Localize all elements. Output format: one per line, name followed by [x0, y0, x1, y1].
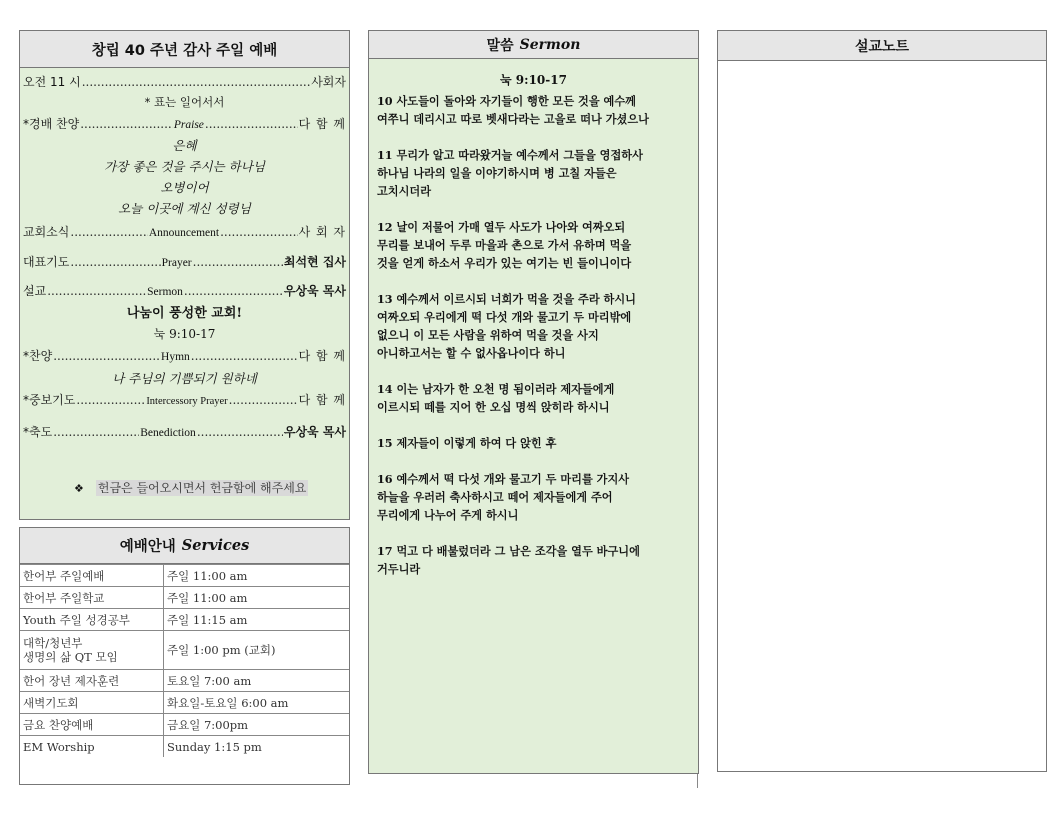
- service-row: [20, 692, 349, 714]
- sermon-panel-title: [369, 31, 698, 59]
- verse-paragraph: 16 예수께서 떡 다섯 개와 물고기 두 마리를 가지사 하늘을 우러러 축사하시고 떼어 제자들에게 주어 무리에게 나누어 주게 하시니: [377, 472, 630, 522]
- song-3: 오병이어: [160, 180, 209, 195]
- service-row: [20, 714, 349, 736]
- verse-paragraph: 10 사도들이 돌아와 자기들이 행한 모든 것을 예수께 여쭈니 데리시고 따로 벳새다라는 고을로 떠나 가셨으나: [377, 94, 649, 126]
- announcement-leader: 사 회 자: [298, 225, 346, 239]
- service-name: 한어 장년 제자훈련: [20, 670, 164, 692]
- service-time: 주일 11:00 am: [164, 587, 350, 609]
- service-time-row: [23, 73, 346, 91]
- leader-dots: [205, 117, 298, 131]
- service-row: [20, 670, 349, 692]
- hymn-label: *찬양: [23, 349, 53, 363]
- leader-dots: [191, 349, 298, 363]
- hymn-english: Hymn: [161, 351, 190, 363]
- sermon-panel-title-korean: 말씀: [486, 37, 514, 54]
- sermon-english: Sermon: [147, 286, 183, 298]
- service-time: 토요일 7:00 am: [164, 670, 350, 692]
- announcement-row: [23, 223, 346, 241]
- service-row: [20, 565, 349, 587]
- verse-paragraph: 15 제자들이 이렇게 하여 다 앉힌 후: [377, 436, 557, 450]
- leader-dots: [229, 393, 298, 407]
- intercessory-english: Intercessory Prayer: [146, 396, 228, 407]
- worship-title: 창립 40 주년 감사 주일 예배: [20, 31, 349, 68]
- sermon-panel-title-english: Sermon: [519, 36, 581, 53]
- verse-paragraph: 11 무리가 알고 따라왔거늘 예수께서 그들을 영접하사 하나님 나라의 일을 이야기하시며 병 고칠 자들은 고치시더라: [377, 148, 643, 198]
- praise-label: *경배 찬양: [23, 117, 80, 131]
- praise-leader: 다 함 께: [298, 117, 346, 131]
- service-name: 대학/청년부 생명의 삶 QT 모임: [20, 631, 164, 670]
- service-time: 주일 11:00 am: [164, 565, 350, 587]
- song-4: 오늘 이곳에 계신 성령님: [118, 201, 251, 216]
- prayer-label: 대표기도: [23, 255, 70, 269]
- service-time: 오전 11 시: [23, 75, 81, 89]
- intercessory-leader: 다 함 께: [298, 393, 346, 407]
- leader-dots: [76, 393, 145, 407]
- sermon-label: 설교: [23, 284, 47, 298]
- verse-paragraph: 12 날이 저물어 가매 열두 사도가 나아와 여짜오되 무리를 보내어 두루 마을과 촌으로 가서 유하며 먹을 것을 얻게 하소서 우리가 있는 여기는 빈 들이니이다: [377, 220, 632, 270]
- leader-dots: [70, 225, 147, 239]
- sermon-scripture-ref: 눅 9:10-17: [153, 327, 216, 341]
- leader-dots: [197, 425, 283, 439]
- verse-paragraph: 13 예수께서 이르시되 너희가 먹을 것을 주라 하시니 여짜오되 우리에게 떡 다섯 개와 물고기 두 마리밖에 없으니 이 모든 사람을 위하여 먹을 것을 사지 아니하고서는 할 수 없사옵나이다 하니: [377, 292, 636, 360]
- hymn-row: [23, 347, 346, 365]
- sermon-row: [23, 282, 346, 300]
- song-1: 은혜: [172, 138, 197, 153]
- presider-label: 사회자: [311, 75, 346, 89]
- service-name: 한어부 주일학교: [20, 587, 164, 609]
- leader-dots: [184, 284, 283, 298]
- benediction-english: Benediction: [140, 427, 196, 439]
- benediction-leader: 우상욱 목사: [283, 425, 346, 439]
- leader-dots: [53, 425, 139, 439]
- column-divider: [697, 774, 698, 788]
- service-name: 새벽기도회: [20, 692, 164, 714]
- services-title-english: Services: [181, 537, 250, 554]
- service-row: [20, 609, 349, 631]
- service-time: Sunday 1:15 pm: [164, 736, 350, 758]
- order-of-worship-panel: [19, 30, 350, 520]
- hymn-song: 나 주님의 기쁨되기 원하네: [112, 371, 257, 386]
- benediction-label: *축도: [23, 425, 53, 439]
- service-row: [20, 736, 349, 758]
- verse-paragraph: 14 이는 남자가 한 오천 명 됨이러라 제자들에게 이르시되 떼를 지어 한 오십 명씩 앉히라 하시니: [377, 382, 615, 414]
- hymn-leader: 다 함 께: [298, 349, 346, 363]
- prayer-english: Prayer: [161, 257, 192, 269]
- service-row: [20, 631, 349, 670]
- announcement-english: Announcement: [148, 227, 220, 239]
- intercessory-row: [23, 391, 346, 409]
- sermon-panel: [368, 30, 699, 774]
- praise-english: Praise: [173, 119, 204, 131]
- leader-dots: [193, 255, 283, 269]
- scripture-verses: [369, 92, 698, 578]
- stand-note: * 표는 일어서서: [144, 95, 225, 109]
- sermon-notes-panel[interactable]: [717, 30, 1047, 772]
- service-name: 한어부 주일예배: [20, 565, 164, 587]
- sermon-preacher: 우상욱 목사: [283, 284, 346, 298]
- services-title: [20, 528, 349, 564]
- leader-dots: [70, 255, 160, 269]
- scripture-reference: 눅 9:10-17: [500, 73, 567, 87]
- service-name: 금요 찬양예배: [20, 714, 164, 736]
- service-time: 주일 11:15 am: [164, 609, 350, 631]
- intercessory-label: *중보기도: [23, 393, 76, 407]
- services-title-korean: 예배안내: [119, 539, 176, 555]
- offering-note-text: 헌금은 들어오시면서 헌금함에 해주세요: [97, 481, 307, 495]
- sermon-notes-title: 설교노트: [718, 31, 1046, 61]
- service-time: 화요일-토요일 6:00 am: [164, 692, 350, 714]
- prayer-leader: 최석현 집사: [283, 255, 346, 269]
- leader-dots: [80, 117, 173, 131]
- song-2: 가장 좋은 것을 주시는 하나님: [104, 159, 265, 174]
- announcement-label: 교회소식: [23, 225, 70, 239]
- leader-dots: [53, 349, 160, 363]
- leader-dots: [220, 225, 297, 239]
- benediction-row: [23, 423, 346, 441]
- service-name: EM Worship: [20, 736, 164, 758]
- prayer-row: [23, 253, 346, 271]
- leader-dots: [82, 75, 311, 89]
- leader-dots: [47, 284, 146, 298]
- service-name: Youth 주일 성경공부: [20, 609, 164, 631]
- offering-note: [74, 479, 308, 496]
- service-time: 주일 1:00 pm (교회): [164, 631, 350, 670]
- sermon-title: 나눔이 풍성한 교회!: [126, 306, 243, 321]
- diamond-bullet-icon: ❖: [74, 482, 84, 495]
- verse-paragraph: 17 먹고 다 배불렀더라 그 남은 조각을 열두 바구니에 거두니라: [377, 544, 640, 576]
- service-time: 금요일 7:00pm: [164, 714, 350, 736]
- service-row: [20, 587, 349, 609]
- services-table: [20, 564, 349, 757]
- praise-row: [23, 115, 346, 133]
- services-panel: [19, 527, 350, 785]
